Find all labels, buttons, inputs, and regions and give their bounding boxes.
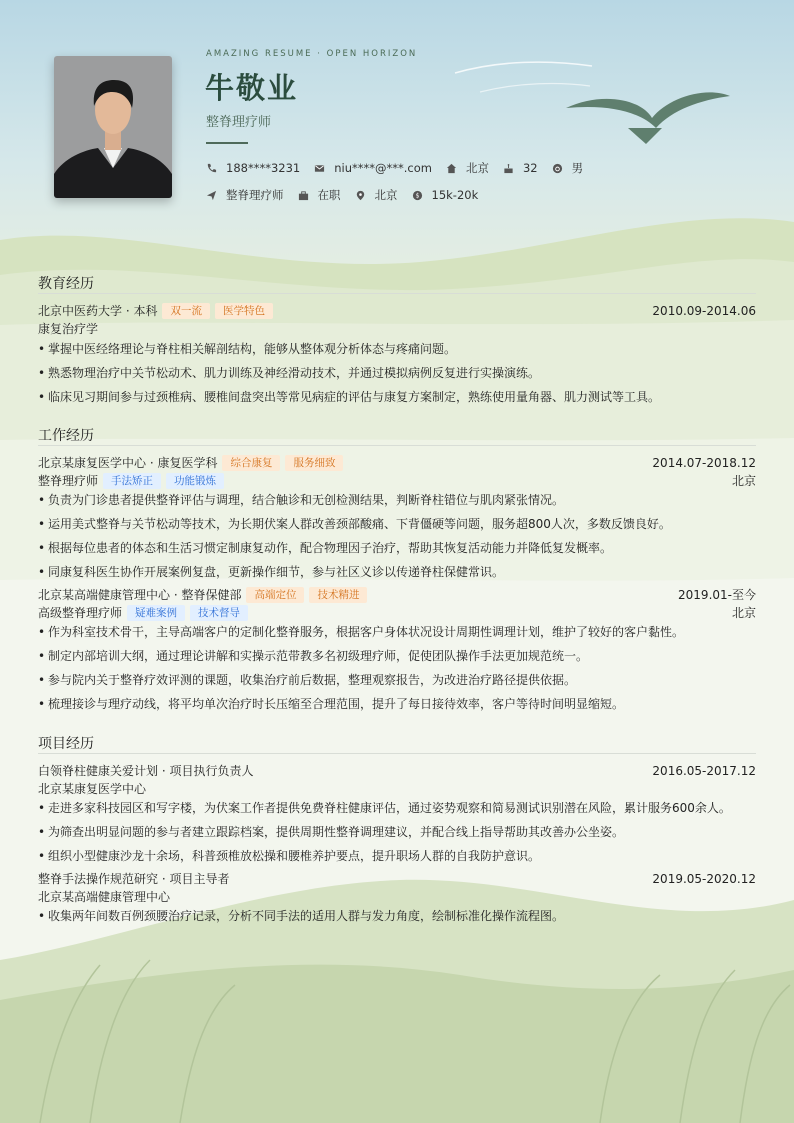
project-name-row <box>38 763 756 779</box>
job-bullet: • 同康复科医生协作开展案例复盘，更新操作细节，参与社区义诊以传递脊柱保健常识。 <box>38 564 756 580</box>
job-bullet: • 作为科室技术骨干，主导高端客户的定制化整脊服务，根据客户身体状况设计周期性调理计划，维护了较好的客户黏性。 <box>38 624 756 640</box>
role-tag: 功能锻炼 <box>166 473 224 489</box>
school-tag: 双一流 <box>162 303 210 319</box>
status-text: 在职 <box>317 188 341 202</box>
work-divider <box>38 445 756 446</box>
salary-item <box>412 188 479 202</box>
education-divider <box>38 293 756 294</box>
phone-text: 188****3231 <box>226 161 301 175</box>
email-item <box>314 161 432 175</box>
project-bullet: • 收集两年间数百例颈腰治疗记录，分析不同手法的适用人群与发力角度，绘制标准化操作流程图。 <box>38 908 756 924</box>
education-bullet: • 临床见习期间参与过颈椎病、腰椎间盘突出等常见病症的评估与康复方案制定，熟练使用量角器、肌力测试等工具。 <box>38 389 756 405</box>
intent-city-text: 北京 <box>374 188 398 202</box>
major-name: 康复治疗学 <box>38 322 99 336</box>
status-item <box>298 187 341 203</box>
send-icon <box>206 190 217 201</box>
school-tag: 医学特色 <box>215 303 273 319</box>
job-tag: 技术精进 <box>309 587 367 603</box>
job-bullet: • 根据每位患者的体态和生活习惯定制康复动作，配合物理因子治疗，帮助其恢复活动能力并降低复发概率。 <box>38 540 756 556</box>
job-bullet: • 运用美式整脊与关节松动等技术，为长期伏案人群改善颈部酸痛、下背僵硬等问题，服务超800人次，多数反馈良好。 <box>38 516 756 532</box>
job-tag: 服务细致 <box>285 455 343 471</box>
age-text: 32 <box>522 161 538 175</box>
contact-info-row <box>206 160 597 176</box>
job-org-row <box>38 455 756 471</box>
home-icon <box>446 163 457 174</box>
education-bullet: • 掌握中医经络理论与脊柱相关解剖结构，能够从整体观分析体态与疼痛问题。 <box>38 341 756 357</box>
job-tag: 综合康复 <box>222 455 280 471</box>
project-bullet: • 组织小型健康沙龙十余场，科普颈椎放松操和腰椎养护要点，提升职场人群的自我防护意识。 <box>38 848 756 864</box>
project-org-row <box>38 781 756 797</box>
job-title: 整脊理疗师 <box>206 115 272 130</box>
job-org-row <box>38 587 756 603</box>
job-bullet: • 参与院内关于整脊疗效评测的课题，收集治疗前后数据，整理观察报告，为改进治疗路径提供依据。 <box>38 672 756 688</box>
job-org: 北京某高端健康管理中心 · 整脊保健部 <box>38 588 242 602</box>
job-role: 高级整脊理疗师 <box>38 606 123 620</box>
job-role-row <box>38 605 756 621</box>
candidate-name: 牛敬业 <box>205 71 299 105</box>
salary-text: 15k-20k <box>431 188 479 202</box>
cake-icon <box>503 163 514 174</box>
job-dates: 2014.07-2018.12 <box>652 456 756 470</box>
job-bullet: • 制定内部培训大纲，通过理论讲解和实操示范带教多名初级理疗师，促使团队操作手法更加规范统一。 <box>38 648 756 664</box>
job-org: 北京某康复医学中心 · 康复医学科 <box>38 456 218 470</box>
job-role: 整脊理疗师 <box>38 474 99 488</box>
project-dates: 2019.05-2020.12 <box>652 872 756 886</box>
salary-icon <box>412 190 423 201</box>
job-tag: 高端定位 <box>246 587 304 603</box>
mail-icon <box>314 163 325 174</box>
project-name: 白领脊柱健康关爱计划 · 项目执行负责人 <box>38 764 254 778</box>
education-major-row <box>38 321 756 337</box>
profile-photo <box>54 56 172 198</box>
school-name: 北京中医药大学 · 本科 <box>38 304 158 318</box>
intent-city-item <box>355 187 398 203</box>
briefcase-icon <box>298 190 309 201</box>
hometown-text: 北京 <box>465 161 489 175</box>
job-intent-row <box>206 187 492 203</box>
hometown-item <box>446 160 489 176</box>
job-dates: 2019.01-至今 <box>678 588 756 602</box>
education-bullet: • 熟悉物理治疗中关节松动术、肌力训练及神经滑动技术，并通过模拟病例反复进行实操演练。 <box>38 365 756 381</box>
education-heading: 教育经历 <box>38 276 94 292</box>
age-item <box>503 161 538 175</box>
intent-position-text: 整脊理疗师 <box>226 188 284 202</box>
projects-heading: 项目经历 <box>38 736 94 752</box>
phone-item <box>206 161 300 175</box>
resume-tagline: AMAZING RESUME · OPEN HORIZON <box>206 49 418 59</box>
gender-icon <box>552 163 563 174</box>
role-tag: 手法矫正 <box>103 473 161 489</box>
job-bullet: • 梳理接诊与理疗动线，将平均单次治疗时长压缩至合理范围，提升了每日接待效率，客户等待时间明显缩短。 <box>38 696 756 712</box>
project-org: 北京某康复医学中心 <box>38 782 147 796</box>
project-bullet: • 走进多家科技园区和写字楼，为伏案工作者提供免费脊柱健康评估，通过姿势观察和简易测试识别潜在风险，累计服务600余人。 <box>38 800 756 816</box>
education-dates: 2010.09-2014.06 <box>652 304 756 318</box>
intent-position-item <box>206 187 284 203</box>
job-city: 北京 <box>731 474 756 488</box>
job-role-row <box>38 473 756 489</box>
project-org: 北京某高端健康管理中心 <box>38 890 171 904</box>
project-name-row <box>38 871 756 887</box>
phone-icon <box>206 163 217 174</box>
work-heading: 工作经历 <box>38 428 94 444</box>
job-bullet: • 负责为门诊患者提供整脊评估与调理，结合触诊和无创检测结果，判断脊柱错位与肌肉紧张情况。 <box>38 492 756 508</box>
project-bullet: • 为筛查出明显问题的参与者建立跟踪档案，提供周期性整脊调理建议，并配合线上指导帮助其改善办公坐姿。 <box>38 824 756 840</box>
project-name: 整脊手法操作规范研究 · 项目主导者 <box>38 872 230 886</box>
projects-divider <box>38 753 756 754</box>
project-org-row <box>38 889 756 905</box>
gender-item <box>552 160 584 176</box>
email-text: niu****@***.com <box>334 161 432 175</box>
role-tag: 疑难案例 <box>127 605 185 621</box>
gender-text: 男 <box>571 161 584 175</box>
title-divider <box>206 142 248 144</box>
education-school-row <box>38 303 756 319</box>
job-city: 北京 <box>731 606 756 620</box>
role-tag: 技术督导 <box>190 605 248 621</box>
location-pin-icon <box>355 190 366 201</box>
svg-text:$: $ <box>415 192 419 200</box>
project-dates: 2016.05-2017.12 <box>652 764 756 778</box>
